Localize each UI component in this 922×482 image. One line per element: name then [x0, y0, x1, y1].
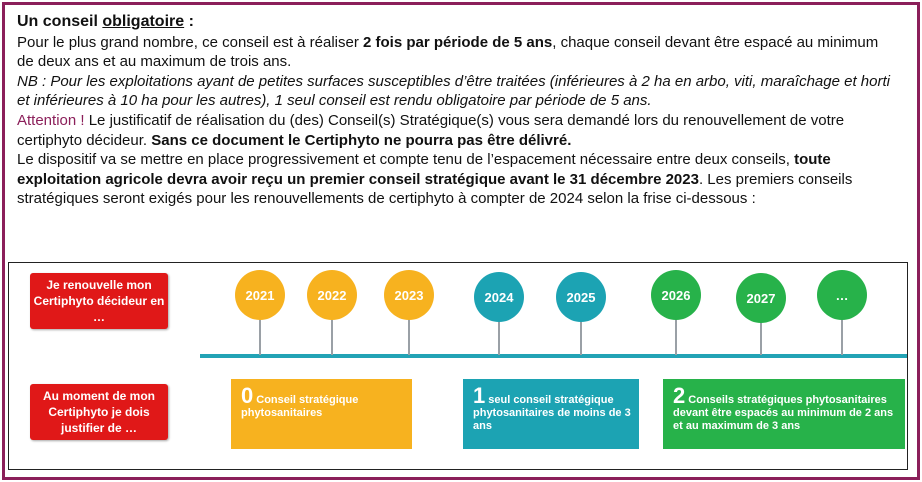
year-marker-more: … — [817, 270, 867, 320]
year-stem — [498, 319, 500, 355]
year-marker-2027: 2027 — [736, 273, 786, 323]
year-marker-2022: 2022 — [307, 270, 357, 320]
year-stem — [760, 319, 762, 355]
year-stem — [580, 319, 582, 355]
justification-label: Au moment de mon Certiphyto je dois justifier de … — [30, 384, 168, 440]
requirement-count: 2 — [673, 383, 686, 408]
year-marker-2021: 2021 — [235, 270, 285, 320]
requirement-box-zero — [231, 379, 412, 449]
requirement-text: Conseil stratégique phytosanitaires — [241, 394, 359, 419]
year-marker-2026: 2026 — [651, 270, 701, 320]
timeline-bar — [200, 354, 907, 358]
deadline-emphasis: toute exploitation agricole devra avoir reçu un premier conseil stratégique avant le 31 décembre 2023 — [17, 151, 831, 188]
timeline-panel — [8, 262, 908, 470]
attention-emphasis: Sans ce document le Certiphyto ne pourra pas être délivré. — [151, 131, 572, 149]
year-marker-2024: 2024 — [474, 272, 524, 322]
frequency-emphasis: 2 fois par période de 5 ans — [363, 33, 553, 51]
paragraph-frequency: Pour le plus grand nombre, ce conseil est à réaliser 2 fois par période de 5 ans, chaque conseil devant être espacé au minimum de deux ans et au maximum de trois ans. — [17, 33, 879, 71]
requirement-count: 0 — [241, 383, 254, 408]
heading-underlined-word: obligatoire — [102, 13, 185, 30]
paragraph-attention: Attention ! Le justificatif de réalisation du (des) Conseil(s) Stratégique(s) vous sera demandé lors du renouvellement de votre certiphyto décideur. Sans ce document le Certiphyto ne pourra pas être délivré. — [17, 111, 845, 149]
requirement-count: 1 — [473, 383, 486, 408]
requirement-text: Conseils stratégiques phytosanitaires devant être espacés au minimum de 2 ans et au maximum de 3 ans — [673, 394, 894, 432]
year-marker-2025: 2025 — [556, 272, 606, 322]
text-block — [17, 12, 897, 209]
section-heading: Un conseil obligatoire : — [17, 13, 194, 30]
attention-label: Attention ! — [17, 111, 85, 129]
year-marker-2023: 2023 — [384, 270, 434, 320]
requirement-box-one — [463, 379, 639, 449]
paragraph-rollout: Le dispositif va se mettre en place progressivement et compte tenu de l’espacement nécessaire entre deux conseils, toute exploitation agricole devra avoir reçu un premier conseil stratégique avant le 31 décembre 2023. Les premiers conseils stratégiques seront exigés pour les renouvellements de certiphyto à compter de 2024 selon la frise ci-dessous : — [17, 151, 853, 208]
requirement-text: seul conseil stratégique phytosanitaires de moins de 3 ans — [473, 394, 631, 432]
renewal-year-label: Je renouvelle mon Certiphyto décideur en … — [30, 273, 168, 329]
requirement-box-two — [663, 379, 905, 449]
nb-note: NB : Pour les exploitations ayant de petites surfaces susceptibles d’être traitées (inférieures à 2 ha en arbo, viti, maraîchage et horti et inférieures à 10 ha pour les autres), 1 seul conseil est rendu obligatoire par période de 5 ans. — [17, 72, 890, 110]
